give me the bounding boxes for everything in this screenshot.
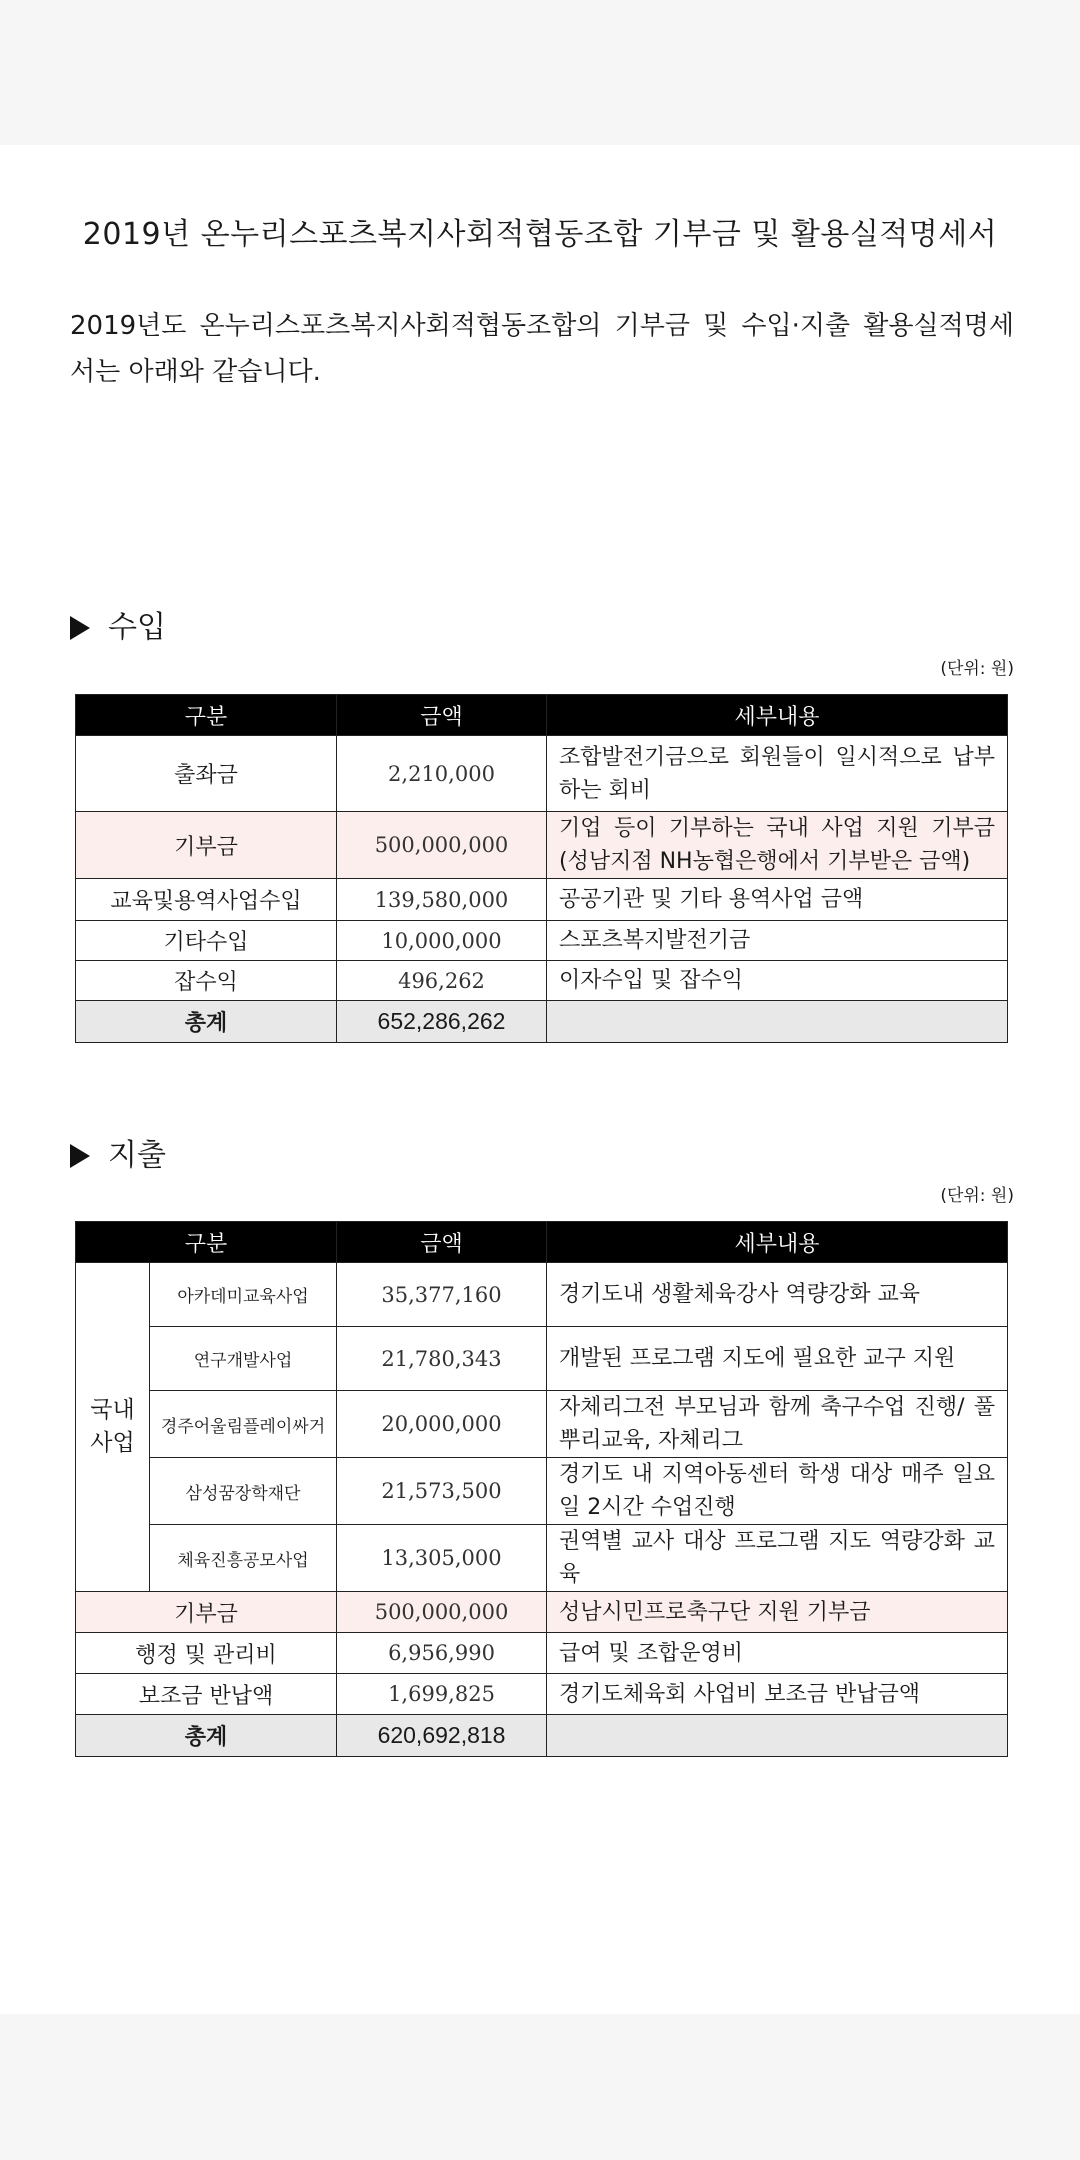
income-table — [75, 694, 1008, 1043]
intro-paragraph: 2019년도 온누리스포츠복지사회적협동조합의 기부금 및 수입·지출 활용실적명세서는 아래와 같습니다. — [70, 311, 1014, 387]
table-row — [76, 961, 1008, 1001]
category-cell: 삼성꿈장학재단 — [150, 1458, 337, 1525]
detail-cell: 급여 및 조합운영비 — [547, 1633, 1008, 1674]
detail-cell: 권역별 교사 대상 프로그램 지도 역량강화 교육 — [547, 1525, 1008, 1592]
detail-cell: 이자수입 및 잡수익 — [547, 961, 1008, 1001]
income-heading — [70, 608, 166, 648]
expense-heading — [70, 1136, 166, 1176]
expense-table — [75, 1221, 1008, 1757]
category-cell: 행정 및 관리비 — [76, 1633, 337, 1674]
category-cell: 기타수입 — [76, 921, 337, 961]
category-cell: 연구개발사업 — [150, 1327, 337, 1391]
category-cell: 아카데미교육사업 — [150, 1263, 337, 1327]
table-row — [76, 1327, 1008, 1391]
table-row — [76, 1263, 1008, 1327]
amount-cell: 21,573,500 — [337, 1458, 547, 1525]
header-category: 구분 — [76, 1222, 337, 1263]
table-row — [76, 1674, 1008, 1715]
table-row — [76, 1458, 1008, 1525]
header-amount: 금액 — [337, 1222, 547, 1263]
detail-cell: 자체리그전 부모님과 함께 축구수업 진행/ 풀뿌리교육, 자체리그 — [547, 1391, 1008, 1458]
header-detail: 세부내용 — [547, 1222, 1008, 1263]
category-cell: 체육진흥공모사업 — [150, 1525, 337, 1592]
amount-cell: 35,377,160 — [337, 1263, 547, 1327]
detail-cell: 경기도체육회 사업비 보조금 반납금액 — [547, 1674, 1008, 1715]
table-row — [76, 736, 1008, 812]
table-row — [76, 1525, 1008, 1592]
detail-cell: 기업 등이 기부하는 국내 사업 지원 기부금 (성남지점 NH농협은행에서 기부받은 금액) — [547, 812, 1008, 879]
category-cell: 출좌금 — [76, 736, 337, 812]
amount-cell: 1,699,825 — [337, 1674, 547, 1715]
total-row — [76, 1715, 1008, 1757]
amount-cell: 500,000,000 — [337, 812, 547, 879]
detail-cell: 경기도 내 지역아동센터 학생 대상 매주 일요일 2시간 수업진행 — [547, 1458, 1008, 1525]
amount-cell: 496,262 — [337, 961, 547, 1001]
total-detail — [547, 1715, 1008, 1757]
amount-cell: 21,780,343 — [337, 1327, 547, 1391]
category-cell: 경주어울림플레이싸거 — [150, 1391, 337, 1458]
category-cell: 보조금 반납액 — [76, 1674, 337, 1715]
triangle-bullet-icon — [70, 616, 90, 640]
category-cell: 기부금 — [76, 812, 337, 879]
total-row — [76, 1001, 1008, 1043]
total-label: 총계 — [76, 1001, 337, 1043]
triangle-bullet-icon — [70, 1144, 90, 1168]
detail-cell: 성남시민프로축구단 지원 기부금 — [547, 1592, 1008, 1633]
amount-cell: 13,305,000 — [337, 1525, 547, 1592]
income-header-row — [76, 695, 1008, 736]
amount-cell: 139,580,000 — [337, 879, 547, 921]
table-row — [76, 812, 1008, 879]
amount-cell: 500,000,000 — [337, 1592, 547, 1633]
table-row — [76, 1592, 1008, 1633]
detail-cell: 조합발전기금으로 회원들이 일시적으로 납부하는 회비 — [547, 736, 1008, 812]
page-title: 2019년 온누리스포츠복지사회적협동조합 기부금 및 활용실적명세서 — [82, 217, 998, 252]
group-label-domestic — [76, 1263, 150, 1592]
header-amount: 금액 — [337, 695, 547, 736]
total-label: 총계 — [76, 1715, 337, 1757]
detail-cell: 경기도내 생활체육강사 역량강화 교육 — [547, 1263, 1008, 1327]
amount-cell: 10,000,000 — [337, 921, 547, 961]
header-detail: 세부내용 — [547, 695, 1008, 736]
category-cell: 교육및용역사업수입 — [76, 879, 337, 921]
amount-cell: 2,210,000 — [337, 736, 547, 812]
expense-header-row — [76, 1222, 1008, 1263]
total-detail — [547, 1001, 1008, 1043]
total-amount: 620,692,818 — [337, 1715, 547, 1757]
table-row — [76, 1633, 1008, 1674]
group-label-text: 국내 사업 — [90, 1397, 135, 1456]
category-cell: 기부금 — [76, 1592, 337, 1633]
table-row — [76, 1391, 1008, 1458]
category-cell: 잡수익 — [76, 961, 337, 1001]
amount-cell: 6,956,990 — [337, 1633, 547, 1674]
detail-cell: 스포츠복지발전기금 — [547, 921, 1008, 961]
header-category: 구분 — [76, 695, 337, 736]
table-row — [76, 921, 1008, 961]
expense-unit-label: (단위: 원) — [940, 1186, 1014, 1206]
detail-cell: 공공기관 및 기타 용역사업 금액 — [547, 879, 1008, 921]
total-amount: 652,286,262 — [337, 1001, 547, 1043]
income-unit-label: (단위: 원) — [940, 659, 1014, 679]
income-heading-label: 수입 — [108, 610, 166, 645]
detail-cell: 개발된 프로그램 지도에 필요한 교구 지원 — [547, 1327, 1008, 1391]
table-row — [76, 879, 1008, 921]
amount-cell: 20,000,000 — [337, 1391, 547, 1458]
expense-heading-label: 지출 — [108, 1138, 166, 1173]
